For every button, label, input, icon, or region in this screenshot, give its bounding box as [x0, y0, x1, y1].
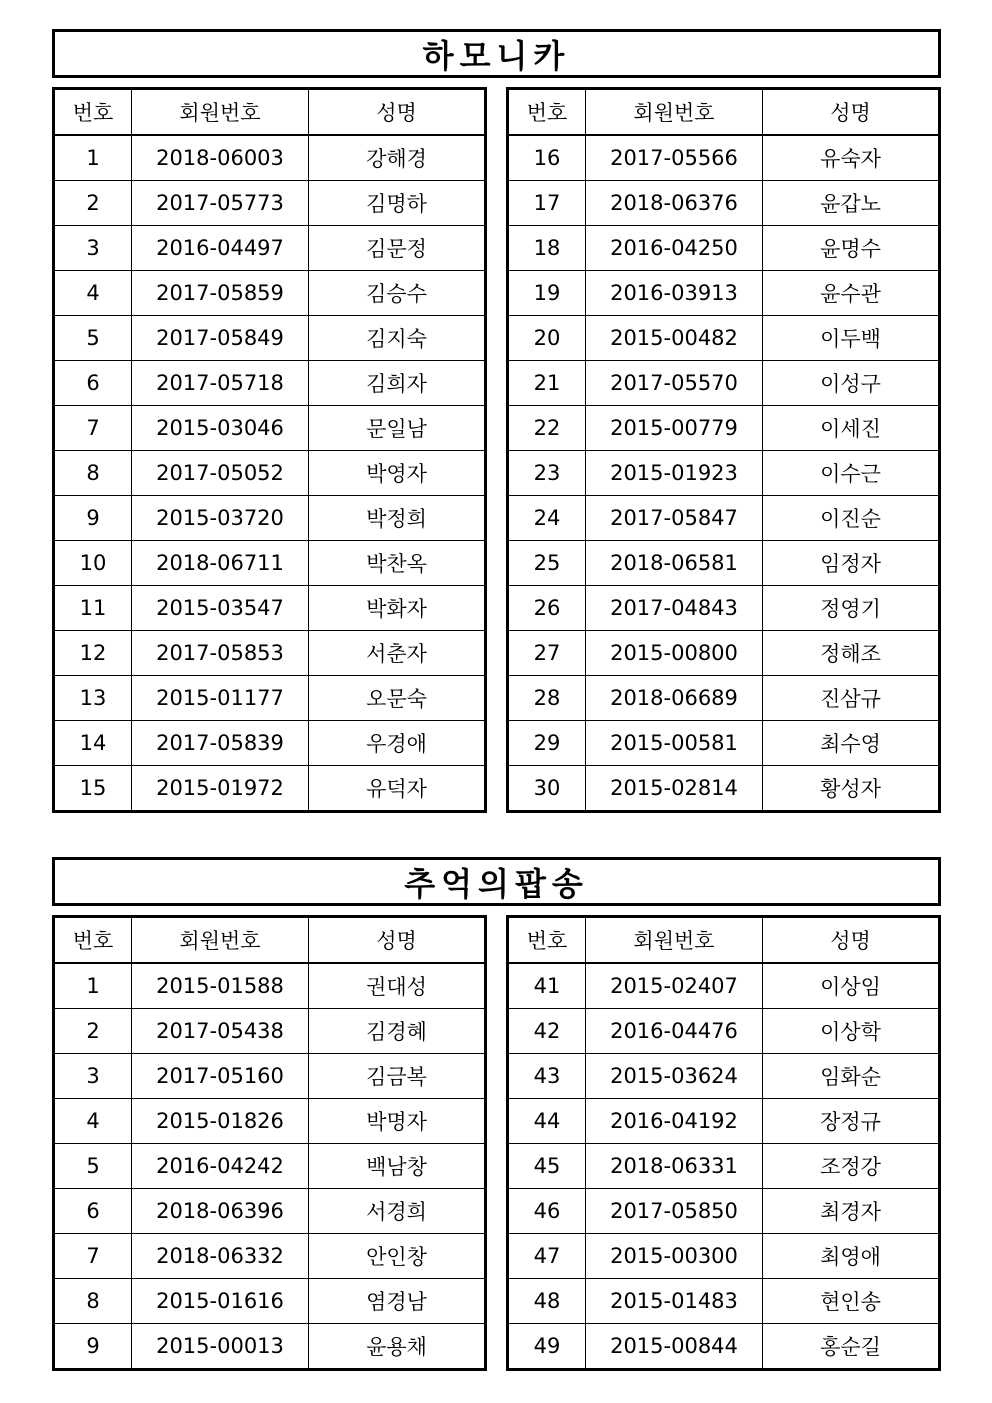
row-number: 5	[54, 1144, 132, 1189]
member-id: 2018-06376	[586, 181, 763, 226]
header-number: 번호	[54, 917, 132, 964]
row-number: 26	[508, 586, 586, 631]
row-number: 49	[508, 1324, 586, 1370]
member-id: 2015-00013	[132, 1324, 309, 1370]
row-number: 2	[54, 181, 132, 226]
table-row	[54, 721, 486, 766]
row-number: 12	[54, 631, 132, 676]
row-number: 23	[508, 451, 586, 496]
member-id: 2016-04192	[586, 1099, 763, 1144]
member-name: 윤용채	[309, 1324, 486, 1370]
member-name: 권대성	[309, 963, 486, 1009]
row-number: 1	[54, 963, 132, 1009]
table-row	[508, 1009, 940, 1054]
header-name: 성명	[763, 89, 940, 136]
table-row	[508, 181, 940, 226]
table-row	[54, 631, 486, 676]
member-name: 강해경	[309, 135, 486, 181]
table-row	[54, 1144, 486, 1189]
member-name: 유덕자	[309, 766, 486, 812]
row-number: 20	[508, 316, 586, 361]
member-id: 2017-05566	[586, 135, 763, 181]
member-name: 염경남	[309, 1279, 486, 1324]
table-row	[508, 1099, 940, 1144]
member-name: 최경자	[763, 1189, 940, 1234]
member-name: 김경혜	[309, 1009, 486, 1054]
table-row	[508, 963, 940, 1009]
member-id: 2016-04250	[586, 226, 763, 271]
row-number: 2	[54, 1009, 132, 1054]
table-row	[508, 1054, 940, 1099]
row-number: 6	[54, 361, 132, 406]
row-number: 6	[54, 1189, 132, 1234]
member-id: 2015-02407	[586, 963, 763, 1009]
member-name: 오문숙	[309, 676, 486, 721]
table-row	[54, 496, 486, 541]
header-member-id: 회원번호	[132, 89, 309, 136]
member-id: 2018-06332	[132, 1234, 309, 1279]
table-row	[54, 1054, 486, 1099]
row-number: 21	[508, 361, 586, 406]
table-row	[54, 1009, 486, 1054]
member-table-left	[52, 915, 487, 1371]
member-name: 이수근	[763, 451, 940, 496]
member-id: 2017-05052	[132, 451, 309, 496]
table-row	[54, 1234, 486, 1279]
table-row	[54, 676, 486, 721]
table-row	[508, 721, 940, 766]
table-row	[508, 1279, 940, 1324]
table-row	[508, 1144, 940, 1189]
row-number: 3	[54, 226, 132, 271]
row-number: 46	[508, 1189, 586, 1234]
table-row	[54, 1324, 486, 1370]
member-name: 정해조	[763, 631, 940, 676]
member-name: 윤수관	[763, 271, 940, 316]
member-id: 2016-03913	[586, 271, 763, 316]
member-id: 2015-01177	[132, 676, 309, 721]
row-number: 29	[508, 721, 586, 766]
table-row	[54, 1099, 486, 1144]
table-row	[508, 271, 940, 316]
table-row	[54, 361, 486, 406]
row-number: 4	[54, 1099, 132, 1144]
header-member-id: 회원번호	[132, 917, 309, 964]
member-id: 2015-00779	[586, 406, 763, 451]
member-name: 박찬옥	[309, 541, 486, 586]
header-name: 성명	[309, 917, 486, 964]
member-id: 2015-01923	[586, 451, 763, 496]
table-row	[508, 361, 940, 406]
row-number: 4	[54, 271, 132, 316]
member-id: 2015-01826	[132, 1099, 309, 1144]
table-row	[508, 1324, 940, 1370]
table-header-row	[54, 917, 486, 964]
row-number: 9	[54, 496, 132, 541]
table-header-row	[508, 917, 940, 964]
table-row	[54, 406, 486, 451]
member-id: 2017-05839	[132, 721, 309, 766]
header-number: 번호	[54, 89, 132, 136]
member-name: 이성구	[763, 361, 940, 406]
row-number: 19	[508, 271, 586, 316]
row-number: 16	[508, 135, 586, 181]
member-id: 2017-05849	[132, 316, 309, 361]
row-number: 7	[54, 406, 132, 451]
table-row	[54, 135, 486, 181]
table-row	[508, 1189, 940, 1234]
table-row	[54, 1279, 486, 1324]
member-id: 2017-05160	[132, 1054, 309, 1099]
member-name: 김희자	[309, 361, 486, 406]
row-number: 28	[508, 676, 586, 721]
member-name: 최수영	[763, 721, 940, 766]
member-name: 이세진	[763, 406, 940, 451]
member-name: 박정희	[309, 496, 486, 541]
member-id: 2015-03624	[586, 1054, 763, 1099]
member-name: 이두백	[763, 316, 940, 361]
member-table-right	[506, 915, 941, 1371]
table-row	[508, 541, 940, 586]
member-name: 김지숙	[309, 316, 486, 361]
table-row	[508, 496, 940, 541]
member-name: 김명하	[309, 181, 486, 226]
table-header-row	[508, 89, 940, 136]
table-header-row	[54, 89, 486, 136]
row-number: 8	[54, 451, 132, 496]
row-number: 43	[508, 1054, 586, 1099]
row-number: 47	[508, 1234, 586, 1279]
row-number: 18	[508, 226, 586, 271]
table-row	[508, 406, 940, 451]
member-id: 2017-05773	[132, 181, 309, 226]
header-name: 성명	[763, 917, 940, 964]
table-row	[508, 451, 940, 496]
header-name: 성명	[309, 89, 486, 136]
table-row	[54, 226, 486, 271]
row-number: 24	[508, 496, 586, 541]
table-row	[54, 1189, 486, 1234]
header-member-id: 회원번호	[586, 917, 763, 964]
member-id: 2015-00800	[586, 631, 763, 676]
member-name: 임화순	[763, 1054, 940, 1099]
row-number: 25	[508, 541, 586, 586]
member-id: 2016-04242	[132, 1144, 309, 1189]
member-name: 안인창	[309, 1234, 486, 1279]
table-row	[508, 676, 940, 721]
header-number: 번호	[508, 917, 586, 964]
table-row	[54, 181, 486, 226]
member-name: 윤명수	[763, 226, 940, 271]
member-id: 2015-03046	[132, 406, 309, 451]
table-row	[508, 766, 940, 812]
row-number: 15	[54, 766, 132, 812]
member-id: 2017-05850	[586, 1189, 763, 1234]
row-number: 42	[508, 1009, 586, 1054]
table-row	[54, 451, 486, 496]
member-id: 2017-05847	[586, 496, 763, 541]
member-name: 최영애	[763, 1234, 940, 1279]
member-name: 조정강	[763, 1144, 940, 1189]
member-id: 2017-05859	[132, 271, 309, 316]
row-number: 8	[54, 1279, 132, 1324]
member-id: 2015-01483	[586, 1279, 763, 1324]
member-name: 서춘자	[309, 631, 486, 676]
row-number: 27	[508, 631, 586, 676]
row-number: 7	[54, 1234, 132, 1279]
header-member-id: 회원번호	[586, 89, 763, 136]
row-number: 11	[54, 586, 132, 631]
member-id: 2015-00844	[586, 1324, 763, 1370]
row-number: 44	[508, 1099, 586, 1144]
row-number: 48	[508, 1279, 586, 1324]
member-name: 진삼규	[763, 676, 940, 721]
row-number: 10	[54, 541, 132, 586]
member-name: 황성자	[763, 766, 940, 812]
member-name: 서경희	[309, 1189, 486, 1234]
table-row	[54, 963, 486, 1009]
member-id: 2015-01588	[132, 963, 309, 1009]
member-id: 2017-05853	[132, 631, 309, 676]
member-id: 2018-06396	[132, 1189, 309, 1234]
member-name: 백남창	[309, 1144, 486, 1189]
row-number: 9	[54, 1324, 132, 1370]
member-id: 2018-06581	[586, 541, 763, 586]
table-row	[54, 316, 486, 361]
member-id: 2015-00300	[586, 1234, 763, 1279]
member-name: 정영기	[763, 586, 940, 631]
member-id: 2017-05718	[132, 361, 309, 406]
row-number: 3	[54, 1054, 132, 1099]
member-name: 임정자	[763, 541, 940, 586]
member-id: 2015-00482	[586, 316, 763, 361]
member-name: 박명자	[309, 1099, 486, 1144]
member-table-right	[506, 87, 941, 813]
member-id: 2017-04843	[586, 586, 763, 631]
member-id: 2016-04497	[132, 226, 309, 271]
table-row	[508, 586, 940, 631]
member-name: 홍순길	[763, 1324, 940, 1370]
member-id: 2015-03547	[132, 586, 309, 631]
table-row	[508, 631, 940, 676]
member-name: 현인송	[763, 1279, 940, 1324]
row-number: 45	[508, 1144, 586, 1189]
row-number: 14	[54, 721, 132, 766]
member-name: 김문정	[309, 226, 486, 271]
row-number: 30	[508, 766, 586, 812]
row-number: 41	[508, 963, 586, 1009]
member-name: 이상학	[763, 1009, 940, 1054]
member-name: 이진순	[763, 496, 940, 541]
member-name: 김금복	[309, 1054, 486, 1099]
row-number: 5	[54, 316, 132, 361]
section-title-harmonica: 하모니카	[52, 29, 941, 78]
member-name: 우경애	[309, 721, 486, 766]
table-row	[508, 226, 940, 271]
member-id: 2015-00581	[586, 721, 763, 766]
member-id: 2018-06711	[132, 541, 309, 586]
row-number: 17	[508, 181, 586, 226]
member-name: 장정규	[763, 1099, 940, 1144]
table-row	[54, 766, 486, 812]
table-row	[54, 586, 486, 631]
table-row	[508, 316, 940, 361]
member-name: 박화자	[309, 586, 486, 631]
row-number: 1	[54, 135, 132, 181]
header-number: 번호	[508, 89, 586, 136]
member-name: 박영자	[309, 451, 486, 496]
member-id: 2015-02814	[586, 766, 763, 812]
member-id: 2017-05570	[586, 361, 763, 406]
table-row	[54, 541, 486, 586]
member-name: 문일남	[309, 406, 486, 451]
member-id: 2016-04476	[586, 1009, 763, 1054]
member-table-left	[52, 87, 487, 813]
member-id: 2017-05438	[132, 1009, 309, 1054]
member-id: 2015-03720	[132, 496, 309, 541]
section-title-oldies-pop: 추억의팝송	[52, 857, 941, 906]
member-name: 윤갑노	[763, 181, 940, 226]
member-id: 2018-06689	[586, 676, 763, 721]
table-row	[508, 1234, 940, 1279]
row-number: 22	[508, 406, 586, 451]
member-name: 유숙자	[763, 135, 940, 181]
member-name: 김승수	[309, 271, 486, 316]
member-id: 2018-06003	[132, 135, 309, 181]
member-name: 이상임	[763, 963, 940, 1009]
table-row	[54, 271, 486, 316]
member-id: 2015-01616	[132, 1279, 309, 1324]
member-id: 2018-06331	[586, 1144, 763, 1189]
table-row	[508, 135, 940, 181]
row-number: 13	[54, 676, 132, 721]
member-id: 2015-01972	[132, 766, 309, 812]
